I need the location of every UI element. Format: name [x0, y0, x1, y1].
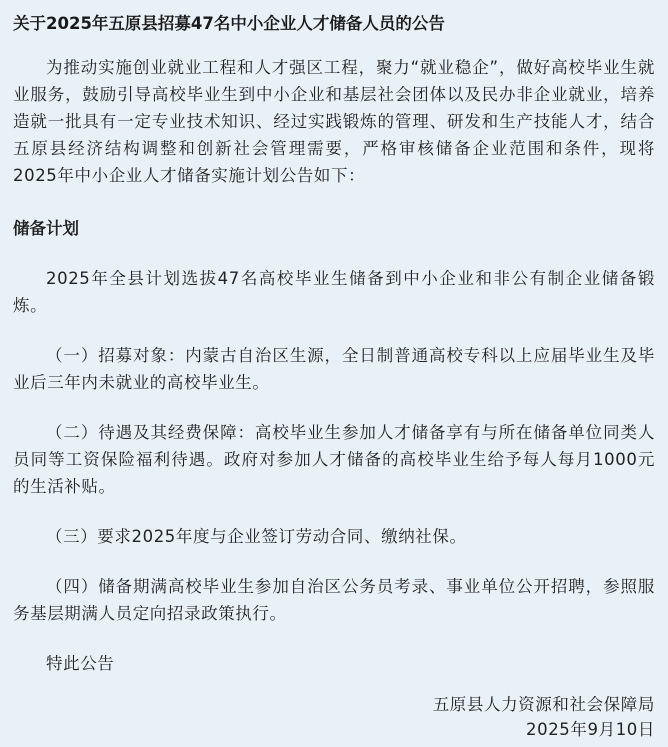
- section-heading: 储备计划: [13, 219, 79, 238]
- spacer: [13, 550, 655, 573]
- issuing-organization: 五原县人力资源和社会保障局: [432, 695, 655, 714]
- document-title: 关于2025年五原县招募47名中小企业人才储备人员的公告: [13, 14, 445, 33]
- spacer: [13, 242, 655, 265]
- item-after-term: （四）储备期满高校毕业生参加自治区公务员考录、事业单位公开招聘，参照服务基层期满人员定向招录政策执行。: [13, 577, 655, 623]
- spacer: [13, 500, 655, 523]
- issue-date: 2025年9月10日: [526, 720, 655, 739]
- item-requirements: （三）要求2025年度与企业签订劳动合同、缴纳社保。: [46, 527, 467, 546]
- plan-paragraph: 2025年全县计划选拔47名高校毕业生储备到中小企业和非公有制企业储备锻炼。: [13, 269, 655, 315]
- spacer: [13, 627, 655, 650]
- intro-paragraph: 为推动实施创业就业工程和人才强区工程，聚力“就业稳企”，做好高校毕业生就业服务，鼓励引导高校毕业生到中小企业和基层社会团体以及民办非企业就业，培养造就一批具有一定专业技术知识、经过实践锻炼的管理、研发和生产技能人才，结合五原县经济结构调整和创新社会管理需要，严格审核储备企业范围和条件，现将2025年中小企业人才储备实施计划公告如下：: [13, 58, 655, 185]
- item-recruitment-target: （一）招募对象：内蒙古自治区生源，全日制普通高校专科以上应届毕业生及毕业后三年内未就业的高校毕业生。: [13, 346, 655, 392]
- item-benefits: （二）待遇及其经费保障：高校毕业生参加人才储备享有与所在储备单位同类人员同等工资保险福利待遇。政府对参加人才储备的高校毕业生给予每人每月1000元的生活补贴。: [13, 423, 655, 496]
- signature-block: [433, 692, 655, 742]
- closing-remark: 特此公告: [46, 654, 115, 673]
- spacer: [13, 189, 655, 215]
- spacer: [13, 396, 655, 419]
- spacer: [13, 319, 655, 342]
